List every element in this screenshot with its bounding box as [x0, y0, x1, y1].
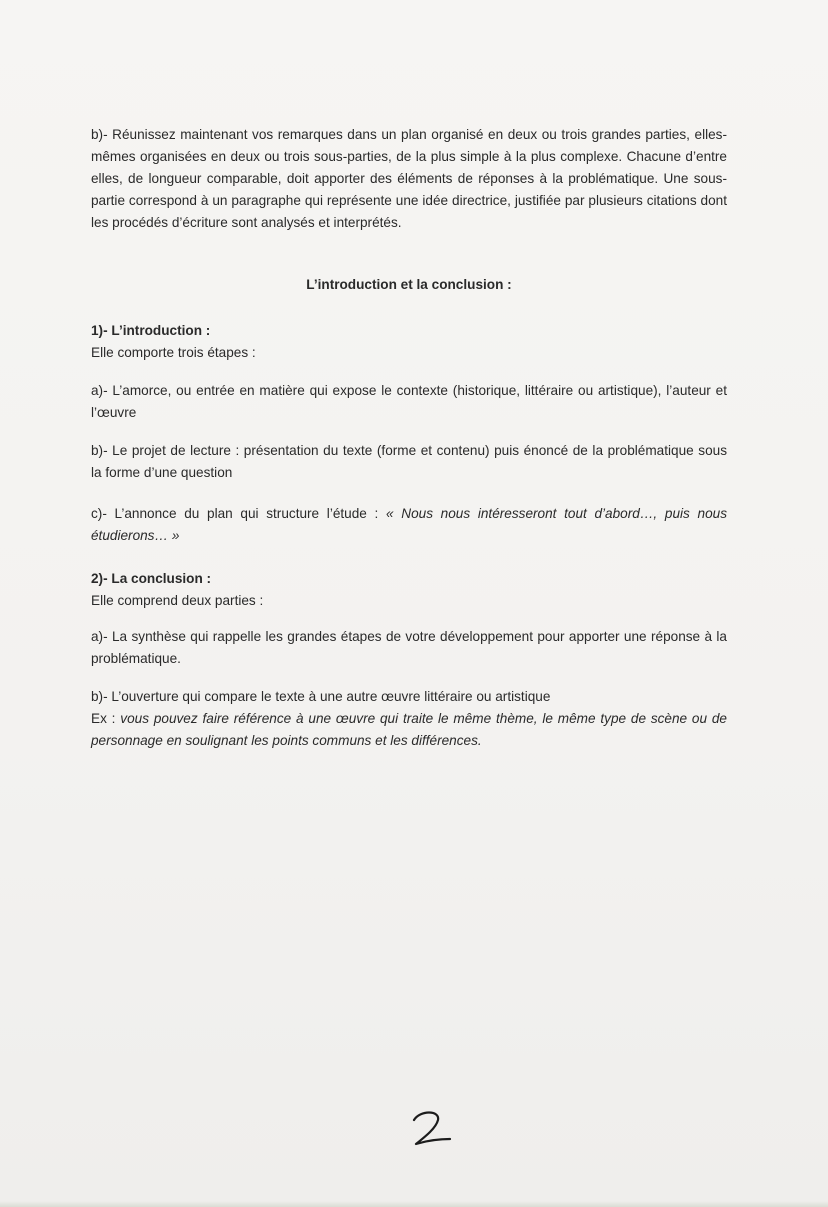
handwritten-page-number	[406, 1108, 458, 1152]
page-bottom-edge	[0, 1201, 828, 1207]
introduction-item-c-quote: « Nous nous intéresseront tout d’abord…, puis nous étudierons… »	[91, 506, 727, 543]
introduction-item-b	[91, 440, 727, 484]
introduction-item-b-text: b)- Le projet de lecture : présentation du texte (forme et contenu) puis énoncé de la problématique sous la forme d’une question	[91, 443, 727, 480]
section-heading: L’introduction et la conclusion :	[306, 277, 512, 292]
conclusion-subtitle: Elle comprend deux parties :	[91, 593, 264, 608]
introduction-header	[91, 320, 727, 364]
conclusion-item-b	[91, 686, 727, 752]
plan-paragraph	[91, 124, 727, 234]
introduction-title: 1)- L’introduction :	[91, 323, 211, 338]
introduction-item-a	[91, 380, 727, 424]
introduction-subtitle: Elle comporte trois étapes :	[91, 345, 256, 360]
conclusion-example-prefix: Ex :	[91, 711, 121, 726]
introduction-item-c-prefix: c)- L’annonce du plan qui structure l’étude :	[91, 506, 387, 521]
conclusion-item-a-text: a)- La synthèse qui rappelle les grandes étapes de votre développement pour apporter une réponse à la problématique.	[91, 629, 727, 666]
conclusion-item-b-text: b)- L’ouverture qui compare le texte à une autre œuvre littéraire ou artistique	[91, 689, 551, 704]
introduction-item-a-text: a)- L’amorce, ou entrée en matière qui expose le contexte (historique, littéraire ou artistique), l’auteur et l’œuvre	[91, 383, 727, 420]
conclusion-title: 2)- La conclusion :	[91, 571, 212, 586]
conclusion-example-text: vous pouvez faire référence à une œuvre qui traite le même thème, le même type de scène ou de personnage en soulignant les points communs et les différences.	[91, 711, 727, 748]
handwritten-page-number-glyph	[406, 1108, 458, 1152]
conclusion-header	[91, 568, 727, 612]
plan-paragraph-text: b)- Réunissez maintenant vos remarques dans un plan organisé en deux ou trois grandes parties, elles-mêmes organisées en deux ou trois sous-parties, de la plus simple à la plus complexe. Chacune d’entre elles, de longueur comparable, doit apporter des éléments de réponses à la problématique. Une sous-partie correspond à un paragraphe qui représente une idée directrice, justifiée par plusieurs citations dont les procédés d’écriture sont analysés et interprétés.	[91, 127, 727, 230]
conclusion-item-a	[91, 626, 727, 670]
introduction-item-c	[91, 503, 727, 547]
